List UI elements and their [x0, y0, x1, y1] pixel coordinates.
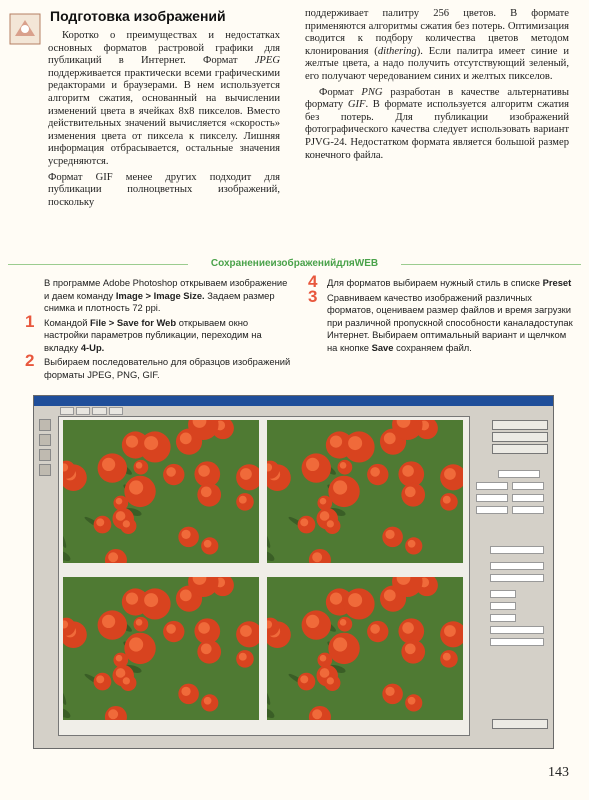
save-for-web-screenshot	[33, 395, 554, 749]
step-number: 4	[308, 272, 318, 291]
tab-4up	[109, 407, 123, 415]
step-item	[22, 351, 292, 381]
left-text-column	[48, 30, 280, 212]
page-heading: Подготовка изображений	[50, 8, 226, 24]
page-number: 143	[548, 765, 569, 780]
step-item	[22, 277, 292, 315]
step-text: Командой File > Save for Web открываем окно настройки параметров публикации, переходим на вкладку 4-Up.	[44, 316, 262, 353]
step-item	[305, 272, 573, 291]
eyedropper-tool-icon	[39, 464, 51, 476]
quality-select[interactable]	[512, 482, 544, 490]
new-size-field	[490, 574, 544, 582]
view-tabs	[60, 407, 123, 415]
step-text: В программе Adobe Photoshop открываем изображение и даем команду Image > Image Size. Задаем размер снимка и плотность 72 ppi.	[44, 277, 288, 313]
steps-right	[305, 272, 573, 356]
percent-field[interactable]	[490, 614, 516, 622]
image-size-tab[interactable]	[490, 546, 544, 554]
step-number: 2	[25, 351, 35, 370]
width-field[interactable]	[490, 590, 516, 598]
progressive-checkbox[interactable]	[476, 506, 508, 514]
compression-select[interactable]	[476, 494, 508, 502]
slice-tool-icon	[39, 434, 51, 446]
section-title: СохранениеизображенийдляWEB	[210, 258, 379, 269]
zoom-tool-icon	[39, 449, 51, 461]
tab-optimized	[76, 407, 90, 415]
tool-strip	[37, 416, 53, 476]
preview-image-4	[267, 577, 463, 720]
window-titlebar	[34, 396, 553, 406]
step-text: Для форматов выбираем нужный стиль в списке Preset	[327, 277, 572, 288]
section-divider	[8, 258, 581, 270]
preset-select[interactable]	[498, 470, 540, 478]
hand-tool-icon	[39, 419, 51, 431]
step-text: Сравниваем качество изображений различных форматов, оцениваем размер файлов и время загрузки при различной пропускной способности каналадоступак Интернет. Выбираем оптимальный вариант и щелчком на кнопке Save сохраняем файл.	[327, 291, 573, 353]
constrain-proportions-checkbox[interactable]	[490, 626, 544, 634]
step-item	[22, 311, 292, 355]
paragraph: Формат GIF менее других подходит для публикации полноцветных изображений, поскольку	[48, 171, 280, 208]
format-select[interactable]	[476, 482, 508, 490]
blur-field[interactable]	[512, 494, 544, 502]
four-up-grid	[58, 416, 470, 736]
photoshop-logo-icon	[8, 12, 42, 46]
preview-image-1	[63, 420, 259, 563]
quality-resample-select[interactable]	[490, 638, 544, 646]
preview-image-2	[267, 420, 463, 563]
right-text-column	[305, 8, 569, 165]
save-button[interactable]	[492, 420, 548, 430]
step-number: 3	[308, 286, 318, 306]
paragraph: Коротко о преимуществах и недостатках основных форматов растровой графики для публикаций в Интернет. Формат JPEG поддерживается практически всеми графическими редакторами и браузерами. В нем используется алгоритм сжатия, основанный на вычислении изменений цвета в ячейках 8х8 пикселов. Вместо действительных значений вычисляется «скорость» изменения цвета от пиксела к пикселу. Лишняя информация отбрасывается, остальные значения усредняются.	[48, 30, 280, 167]
status-bar	[38, 737, 548, 745]
step-text: Выбираем последовательно для образцов изображений форматы JPEG, PNG, GIF.	[44, 356, 291, 380]
matte-select[interactable]	[512, 506, 544, 514]
paragraph: Формат PNG разработан в качестве альтернативы формату GIF. В формате используется алгоритм сжатия без потерь. Для публикации изображений фотографического качества следует использовать вариант PJVG-24. Недостатком формата является большой размер конечного файла.	[305, 86, 570, 161]
paragraph: поддерживает палитру 256 цветов. В формате применяются алгоритмы сжатия без потерь. Оптимизация сводится к подбору количества цветов методом клонирования (dithering). Если палитра имеет синие и желтые цвета, а надо получить отсутствующий зеленый, его получают чередованием синих и желтых пикселов.	[305, 8, 569, 82]
edit-in-imageready-button[interactable]	[492, 719, 548, 729]
done-button[interactable]	[492, 444, 548, 454]
height-field[interactable]	[490, 602, 516, 610]
step-number: 1	[25, 311, 35, 331]
settings-panel	[472, 414, 550, 734]
preview-image-3	[63, 577, 259, 720]
tab-original	[60, 407, 74, 415]
tab-2up	[92, 407, 106, 415]
cancel-button[interactable]	[492, 432, 548, 442]
original-size-field	[490, 562, 544, 570]
step-item	[305, 286, 573, 355]
steps-left	[22, 277, 292, 383]
